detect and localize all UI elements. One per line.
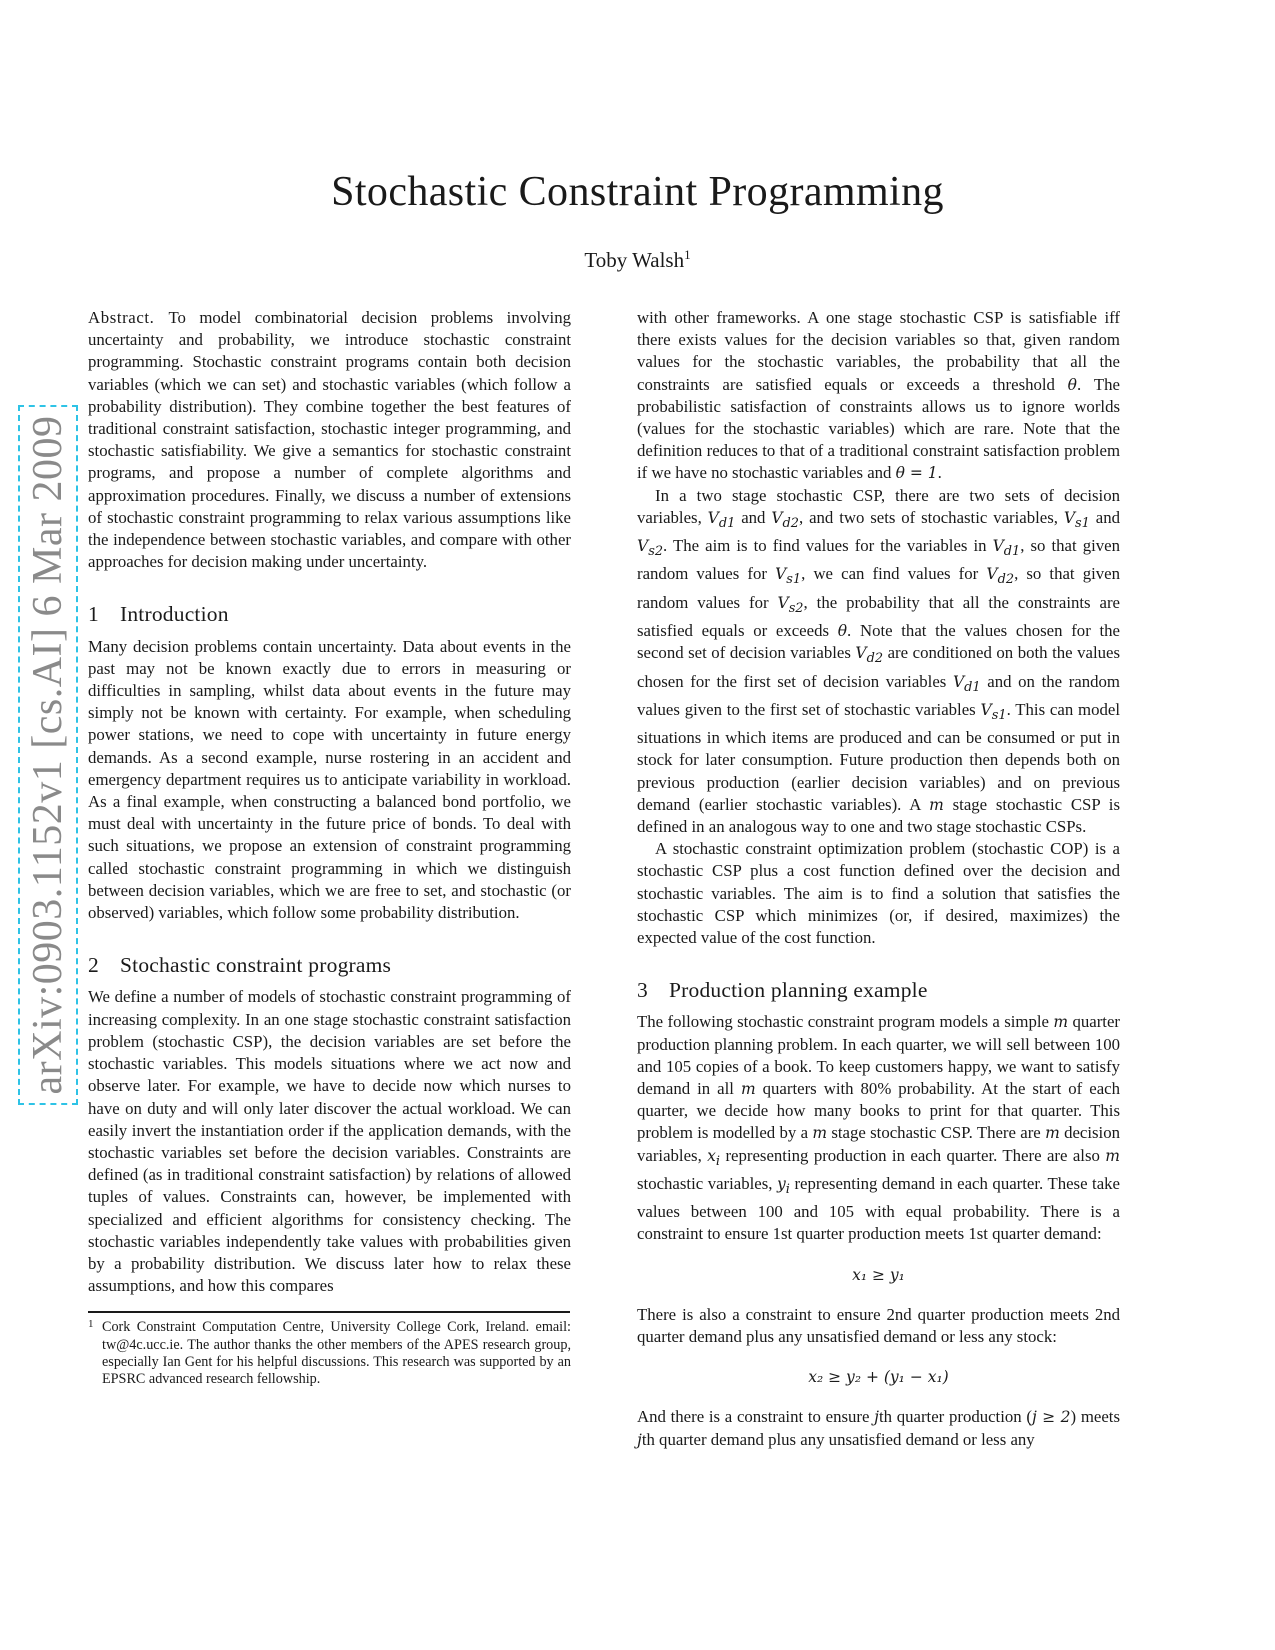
section2-paragraph-1-continued — [637, 307, 1120, 485]
author-name: Toby Walsh — [584, 248, 685, 272]
text-run: stage stochastic CSP is defined in an analogous way to one and two stage stochastic CSPs. — [637, 794, 1121, 836]
text-run: . The aim is to find values for the variables in — [663, 536, 993, 556]
math-sub: s2 — [788, 600, 804, 616]
math-vs2 — [637, 537, 664, 560]
text-run: , and two sets of stochastic variables, — [799, 507, 1064, 527]
math-vd2 — [986, 565, 1015, 588]
math-sub: d2 — [866, 651, 884, 667]
author-footnote-mark: 1 — [684, 247, 691, 262]
section-title: Production planning example — [669, 978, 928, 1003]
math-m: m — [929, 795, 944, 814]
section-heading-introduction — [88, 603, 571, 625]
math-var: V — [777, 593, 789, 612]
text-run: In a two stage stochastic CSP, there are two sets of decision variables, — [637, 485, 1120, 527]
paper-title: Stochastic Constraint Programming — [331, 169, 944, 215]
arxiv-stamp — [18, 405, 78, 1105]
math-var: V — [775, 565, 787, 584]
text-run: and — [735, 507, 772, 527]
math-var: V — [980, 700, 992, 719]
math-vs1 — [775, 565, 802, 588]
text-run: th quarter demand plus any unsatisfied demand or less any — [641, 1429, 1035, 1449]
equation-2: x₂ ≥ y₂ + (y₁ − x₁) — [808, 1368, 949, 1387]
text-run: decision variables, — [637, 1123, 1120, 1165]
text-run: with other frameworks. A one stage stochastic CSP is satisfiable iff there exists values for the decision variables so that, given random values for the stochastic variables, the probability that all the constraints are satisfied equals or exceeds a threshold — [637, 308, 1120, 394]
math-theta: θ — [1067, 375, 1077, 394]
footnote — [88, 1319, 571, 1388]
left-column — [88, 307, 571, 1388]
footnote-mark: 1 — [88, 1318, 94, 1331]
math-sub: s1 — [991, 707, 1007, 723]
math-m: m — [1053, 1013, 1069, 1032]
math-var: V — [637, 537, 649, 556]
math-vd1 — [952, 672, 981, 695]
author-line — [0, 248, 1275, 273]
math-vd1 — [992, 537, 1021, 560]
section-title: Stochastic constraint programs — [120, 953, 392, 978]
math-sub: i — [715, 1153, 721, 1169]
text-run: quarter production planning problem. In each quarter, we will sell between 100 and 105 copies of a book. To keep customers happy, we want to satisfy demand in all — [637, 1012, 1121, 1098]
math-m: m — [740, 1079, 756, 1098]
equation-1: x₁ ≥ y₁ — [852, 1265, 905, 1284]
text-run: th quarter production ( — [878, 1407, 1032, 1427]
math-var: V — [992, 537, 1004, 556]
math-sub: s2 — [648, 544, 664, 560]
math-sub: s1 — [786, 572, 802, 588]
text-run: and — [1089, 507, 1120, 527]
math-vs1 — [980, 700, 1007, 723]
math-sub: d2 — [997, 572, 1015, 588]
text-run: quarters with 80% probability. At the start of each quarter, we decide how many books to print for that quarter. This problem is modelled by a — [637, 1078, 1120, 1143]
math-theta-equals-one: θ = 1 — [895, 464, 938, 483]
math-sub: d1 — [718, 515, 736, 531]
math-j-condition: j ≥ 2 — [1031, 1408, 1071, 1427]
text-run: representing production in each quarter. There are also — [720, 1145, 1106, 1165]
arxiv-stamp-text: arXiv:0903.1152v1 [cs.AI] 6 Mar 2009 — [25, 415, 71, 1095]
math-sub: d1 — [1003, 544, 1021, 560]
math-var: V — [855, 644, 867, 663]
math-var: x — [707, 1146, 716, 1165]
text-run: The following stochastic constraint program models a simple — [637, 1012, 1054, 1032]
math-sub: i — [785, 1181, 790, 1197]
math-j: j — [637, 1430, 642, 1449]
text-run: And there is a constraint to ensure — [637, 1407, 875, 1427]
section3-paragraph-3 — [637, 1406, 1120, 1450]
math-sub: d2 — [782, 515, 800, 531]
text-run: , so that given random values for — [637, 564, 1120, 612]
math-yi — [777, 1174, 790, 1197]
math-vd2 — [771, 508, 800, 531]
math-sub: s1 — [1075, 515, 1090, 531]
text-run: ) meets — [1070, 1407, 1120, 1427]
math-var: y — [777, 1174, 786, 1193]
section-heading-stochastic-constraint-programs — [88, 954, 571, 976]
footnote-rule — [88, 1311, 570, 1313]
section2-paragraph-2 — [637, 485, 1120, 839]
math-j: j — [874, 1408, 879, 1427]
text-run: stochastic variables, — [637, 1173, 778, 1193]
text-run: stage stochastic CSP. There are — [827, 1123, 1046, 1143]
math-var: V — [771, 508, 783, 527]
text-run: . Note that the values chosen for the second set of decision variables — [637, 621, 1120, 663]
text-run: , so that given random values for — [637, 536, 1120, 584]
text-run: are conditioned on both the values chosen for the first set of decision variables — [637, 643, 1120, 691]
math-var: V — [707, 508, 719, 527]
section2-paragraph-1: We define a number of models of stochastic constraint programming of increasing complexity. In an one stage stochastic constraint satisfaction problem (stochastic CSP), the decision variables are set before the stochastic variables. This models situations where we act now and observe later. For example, we have to decide now which nurses to have on duty and will only later discover the actual workload. We can easily invert the instantiation order if the application demands, with the stochastic variables set before the decision variables. Constraints are defined (as in traditional constraint satisfaction) by relations of allowed tuples of values. Constraints can, however, be implemented with specialized and efficient algorithms for consistency checking. The stochastic variables independently take values with probabilities given by a probability distribution. We discuss later how to relax these assumptions, and how this compares — [88, 987, 571, 1296]
text-run: , we can find values for — [801, 564, 987, 584]
section-heading-production-planning — [637, 979, 1120, 1001]
abstract-label: Abstract. — [88, 308, 155, 327]
abstract-text: To model combinatorial decision problems involving uncertainty and probability, we introduce stochastic constraint programming. Stochastic constraint programs contain both decision variables (which we can set) and stochastic variables (which follow a probability distribution). They combine together the best features of traditional constraint satisfaction, stochastic integer programming, and stochastic satisfiability. We give a semantics for stochastic constraint programs, and propose a number of complete algorithms and approximation procedures. Finally, we discuss a number of extensions of stochastic constraint programming to relax various assumptions like the independence between stochastic variables, and compare with other approaches for decision making under uncertainty. — [88, 308, 571, 572]
math-vd2 — [855, 644, 884, 667]
section-number: 1 — [88, 602, 99, 627]
section-number: 2 — [88, 953, 99, 978]
section3-paragraph-2: There is also a constraint to ensure 2nd quarter production meets 2nd quarter demand plus any unsatisfied demand or less any stock: — [637, 1304, 1120, 1346]
math-m: m — [812, 1124, 828, 1143]
section-title: Introduction — [120, 602, 229, 627]
math-var: V — [1063, 508, 1076, 527]
text-run: and on the random values given to the first set of stochastic variables — [637, 671, 1120, 719]
math-m: m — [1045, 1124, 1060, 1143]
math-sub: d1 — [964, 679, 981, 695]
text-run: . The probabilistic satisfaction of constraints allows us to ignore worlds (values for the stochastic variables) which are rare. Note that the definition reduces to that of a traditional constraint satisfaction problem if we have no stochastic variables and — [637, 374, 1120, 483]
math-theta: θ — [837, 622, 848, 641]
abstract — [88, 307, 571, 573]
math-vs2 — [777, 593, 804, 616]
math-vd1 — [707, 508, 736, 531]
math-vs1 — [1063, 508, 1090, 531]
footnote-text: Cork Constraint Computation Centre, University College Cork, Ireland. email: tw@4c.ucc.ie. The author thanks the other members of the APES research group, especially Ian Gent for his helpful discussions. This research was supported by an EPSRC advanced research fellowship. — [102, 1319, 571, 1387]
text-run: , the probability that all the constraints are satisfied equals or exceeds — [637, 592, 1120, 641]
text-run: representing demand in each quarter. These take values between 100 and 105 with equal probability. There is a constraint to ensure 1st quarter production meets 1st quarter demand: — [637, 1173, 1120, 1244]
section2-paragraph-3: A stochastic constraint optimization problem (stochastic COP) is a stochastic CSP plus a cost function defined over the decision and stochastic variables. The aim is to find a solution that satisfies the stochastic CSP which minimizes (or, if desired, maximizes) the expected value of the cost function. — [637, 839, 1120, 947]
text-run: . This can model situations in which items are produced and can be consumed or put in stock for later consumption. Future production then depends both on previous production (earlier decision variables) and on previous demand (earlier stochastic variables). A — [637, 699, 1120, 814]
section-number: 3 — [637, 978, 648, 1003]
math-var: V — [952, 672, 965, 691]
text-run: . — [937, 463, 942, 483]
math-m: m — [1105, 1146, 1120, 1165]
right-column — [637, 307, 1120, 1451]
math-xi — [707, 1146, 721, 1169]
intro-paragraph: Many decision problems contain uncertainty. Data about events in the past may not be known exactly due to errors in measuring or difficulties in sampling, whilst data about events in the future may simply not be known with certainty. For example, when scheduling power stations, we need to cope with uncertainty in future energy demands. As a second example, nurse rostering in an accident and emergency department requires us to anticipate variability in workload. As a final example, when constructing a balanced bond portfolio, we must deal with uncertainty in the future price of bonds. To deal with such situations, we propose an extension of constraint programming called stochastic constraint programming in which we distinguish between decision variables, which we are free to set, and stochastic (or observed) variables, which follow some probability distribution. — [88, 636, 571, 923]
section3-paragraph-1 — [637, 1011, 1120, 1245]
math-var: V — [986, 565, 998, 584]
